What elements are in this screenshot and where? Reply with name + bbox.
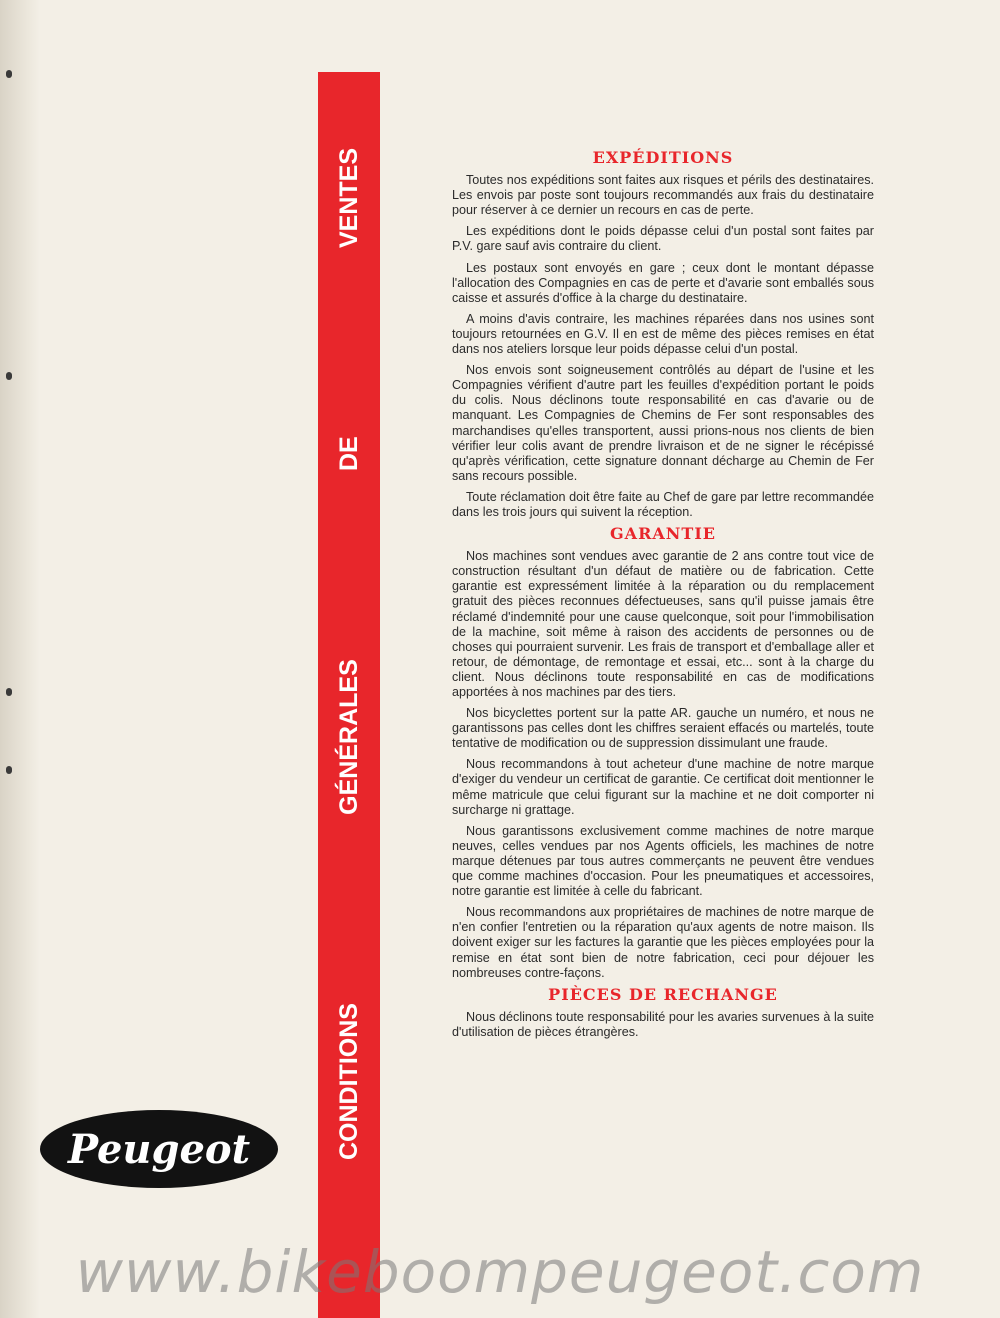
section-heading: PIÈCES DE RECHANGE — [548, 984, 778, 1004]
paragraph: Toutes nos expéditions sont faites aux risques et périls des destinataires. Les envois par poste sont toujours recommandés aux frais du destinataire pour réserver à ce dernier un recours en cas de perte. — [452, 173, 874, 218]
section-garantie — [452, 526, 874, 981]
paragraph: Nous garantissons exclusivement comme machines de notre marque neuves, celles vendues par nos Agents officiels, les machines de notre marque détenues par tous autres commerçants ne peuvent être vendues que comme machines d'occasion. Pour les pneumatiques et accessoires, notre garantie est limitée à celle du fabricant. — [452, 823, 874, 899]
binder-hole — [6, 766, 12, 774]
section-expeditions — [452, 150, 874, 520]
paragraph: Les expéditions dont le poids dépasse celui d'un postal sont faites par P.V. gare sauf avis contraire du client. — [452, 224, 874, 254]
binder-hole — [6, 372, 12, 380]
paragraph: Nos bicyclettes portent sur la patte AR. gauche un numéro, et nous ne garantissons pas celles dont les chiffres seraient effacés ou martelés, toute tentative de modification ou de suppression dissimulant une fraude. — [452, 706, 874, 751]
peugeot-logo — [40, 1110, 278, 1188]
page-edge — [0, 0, 40, 1318]
watermark: www.bikeboompeugeot.com — [75, 1238, 925, 1306]
paragraph: A moins d'avis contraire, les machines réparées dans nos usines sont toujours retournées en G.V. Il en est de même des pièces remises en état dans nos ateliers lorsque leur poids dépasse celui d'un postal. — [452, 311, 874, 357]
peugeot-logo-wordmark — [49, 1119, 269, 1179]
paragraph: Nous déclinons toute responsabilité pour les avaries survenues à la suite d'utilisation de pièces étrangères. — [452, 1009, 874, 1039]
paragraph: Nos envois sont soigneusement contrôlés au départ de l'usine et les Compagnies vérifient d'autre part les feuilles d'expédition portant le poids du colis. Nous déclinons toute responsabilité en cas d'avarie ou de manquant. Les Compagnies de Chemins de Fer sont responsables des marchandises qu'elles transportent, aussi prions-nous nos clients de bien vérifier leur colis avant de prendre livraison et de ne signer le récépissé qu'après vérification, cette signature donnant décharge au Chemin de Fer sans recours possible. — [452, 363, 874, 483]
conditions-content — [452, 150, 874, 1046]
section-heading: EXPÉDITIONS — [592, 148, 734, 167]
section-pieces-de-rechange — [452, 984, 874, 1040]
paragraph: Les postaux sont envoyés en gare ; ceux dont le montant dépasse l'allocation des Compagnies en cas de perte et d'avarie sont emballés sous caisse et assurés d'office à la charge du destinataire. — [452, 260, 874, 305]
vertical-title: CONDITIONS GÉNÉRALES DE VENTES — [335, 148, 363, 1160]
binder-hole — [6, 70, 12, 78]
section-heading: GARANTIE — [610, 524, 716, 544]
paragraph: Nous recommandons à tout acheteur d'une machine de notre marque d'exiger du vendeur un certificat de garantie. Ce certificat doit mentionner le même matricule que celui figurant sur la machine et ne doit comporter ni surcharge ni grattage. — [452, 757, 874, 817]
binder-hole — [6, 688, 12, 696]
paragraph: Nos machines sont vendues avec garantie de 2 ans contre tout vice de construction résultant d'un défaut de matière ou de fabrication. Cette garantie est expressément limitée à la réparation ou du remplacement gratuit des pièces reconnues défectueuses, sans qu'il puisse jamais être réclamé d'indemnité pour une cause quelconque, soit pour l'immobilisation de la machine, soit même à raison des accidents de personnes ou de choses qui pourraient survenir. Les frais de transport et d'emballage aller et retour, de démontage, de remontage et essai, etc... sont à la charge du client. Nous déclinons toute responsabilité en cas de modifications apportées à nos machines par des tiers. — [452, 549, 874, 699]
paragraph: Toute réclamation doit être faite au Chef de gare par lettre recommandée dans les trois jours qui suivent la réception. — [452, 489, 874, 519]
paragraph: Nous recommandons aux propriétaires de machines de notre marque de n'en confier l'entretien ou la réparation qu'aux agents de notre maison. Ils doivent exiger sur les factures la garantie que les pièces employées pour la remise en état sont bien de notre fabrication, ceci pour déjouer les nombreuses contre-façons. — [452, 905, 874, 980]
logo-text: Peugeot — [67, 1126, 251, 1173]
